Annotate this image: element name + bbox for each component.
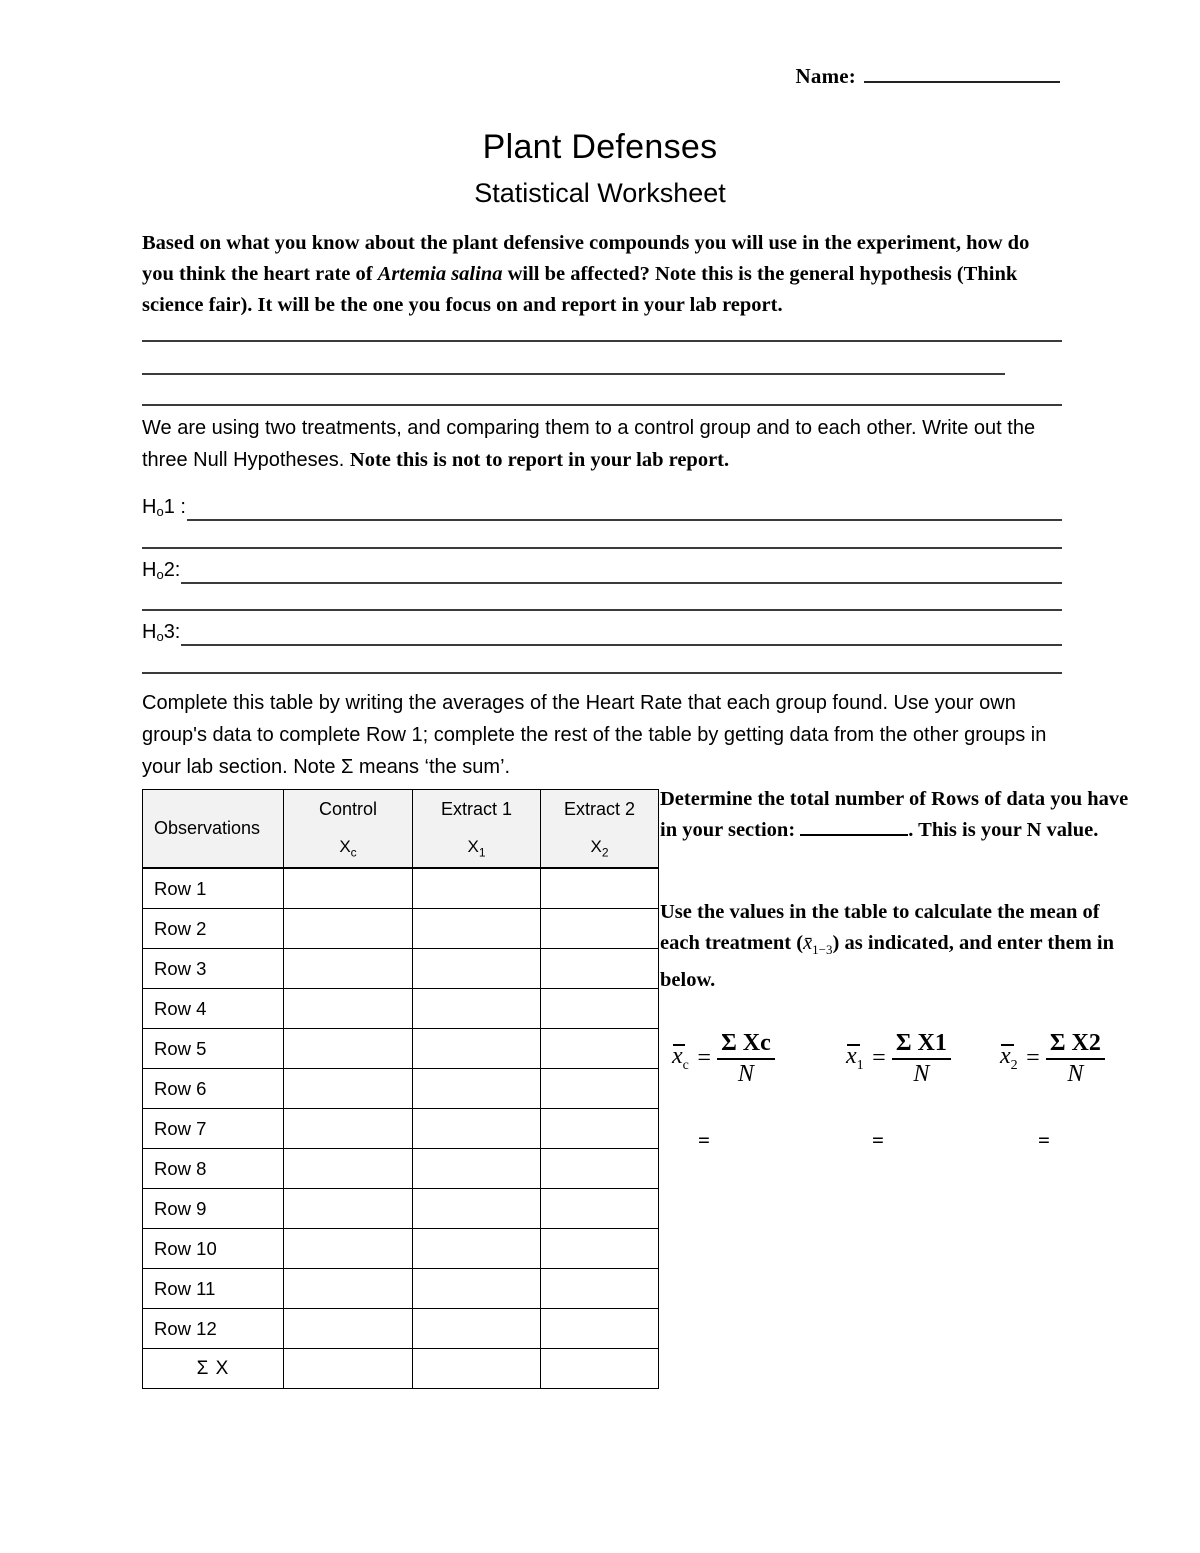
mean-xbar-symbol: $x̄_{1-3}$ (803, 932, 833, 958)
hypothesis-blank-2[interactable] (181, 562, 1062, 584)
formula-3-numerator: Σ X2 (1049, 1030, 1101, 1056)
hypothesis-label-2: $H_o2$: (142, 559, 181, 582)
formula-2-equals: = (870, 1045, 887, 1072)
name-label: Name: (795, 64, 856, 88)
cell-extract-2[interactable] (541, 1309, 659, 1349)
cell-extract-2[interactable] (541, 1189, 659, 1229)
cell-extract-2[interactable] (541, 949, 659, 989)
hypothesis-num-2: 2: (163, 559, 181, 581)
symbol-control-sub: c (350, 845, 357, 860)
table-row (143, 989, 659, 1029)
cell-control[interactable] (284, 909, 413, 949)
answer-line-3[interactable] (142, 404, 1062, 406)
hypothesis-sub-2: o (156, 567, 164, 582)
table-header-row (143, 790, 659, 830)
table-row (143, 1149, 659, 1189)
cell-extract-1[interactable] (413, 1069, 541, 1109)
cell-control[interactable] (284, 1309, 413, 1349)
table-row (143, 949, 659, 989)
null-intro-normal: We are using two treatments, and comparing them to a control group and to each other. Write out the three Null Hypotheses. (142, 417, 1036, 471)
null-intro-bold: Note this is not to report in your lab report. (349, 449, 730, 471)
intro-paragraph (142, 228, 1062, 321)
mean-xbar-sub: 1−3 (812, 942, 833, 958)
cell-extract-1[interactable] (413, 868, 541, 909)
cell-control[interactable] (284, 1149, 413, 1189)
cell-control[interactable] (284, 949, 413, 989)
cell-control[interactable] (284, 1029, 413, 1069)
hypothesis-num-1: 1 : (163, 496, 186, 518)
row-label: Row 6 (143, 1069, 284, 1109)
cell-extract-2[interactable] (541, 1149, 659, 1189)
cell-extract-1[interactable] (413, 909, 541, 949)
table-row (143, 1109, 659, 1149)
n-value-text-part1: Determine the total number of Rows of data you have in your section: (660, 788, 1129, 841)
table-row (143, 909, 659, 949)
symbol-control: $X_c$ (284, 829, 413, 868)
formula-3-denominator: N (1046, 1058, 1105, 1088)
cell-extract-2[interactable] (541, 868, 659, 909)
cell-control[interactable] (284, 989, 413, 1029)
row-label: Row 2 (143, 909, 284, 949)
hypothesis-row-1 (142, 495, 1062, 521)
hypothesis-blank-3[interactable] (181, 624, 1062, 646)
n-value-blank[interactable] (800, 820, 908, 836)
row-label: Row 12 (143, 1309, 284, 1349)
cell-extract-1[interactable] (413, 989, 541, 1029)
formula-3-sub: 2 (1010, 1058, 1018, 1074)
cell-control[interactable] (284, 868, 413, 909)
hypothesis-extra-line-2[interactable] (142, 609, 1062, 611)
cell-control[interactable] (284, 1109, 413, 1149)
formula-3-overbar (1001, 1044, 1014, 1046)
answer-line-2[interactable] (142, 373, 1005, 375)
cell-extract-2[interactable] (541, 1109, 659, 1149)
table-row (143, 1229, 659, 1269)
answer-equals-2[interactable]: = (872, 1128, 884, 1152)
cell-extract-2[interactable] (541, 1029, 659, 1069)
hypothesis-num-3: 3: (163, 621, 181, 643)
answer-equals-3[interactable]: = (1038, 1128, 1050, 1152)
hypothesis-sub-1: o (156, 504, 164, 519)
formula-2-var: x (846, 1043, 857, 1070)
cell-extract-1[interactable] (413, 949, 541, 989)
table-row (143, 1029, 659, 1069)
row-label: Row 8 (143, 1149, 284, 1189)
intro-species-italic: Artemia salina (377, 263, 503, 285)
hypothesis-extra-line-3[interactable] (142, 672, 1062, 674)
n-value-instructions (660, 784, 1132, 846)
formula-2-lhs (846, 1043, 866, 1074)
intro-text-part2: will be affected? Note this is the general hypothesis (Think science fair). It will be the one you focus on and report in your lab report. (142, 263, 1018, 316)
table-row (143, 1069, 659, 1109)
table-body (143, 868, 659, 1389)
row-label: Row 4 (143, 989, 284, 1029)
row-label: Row 5 (143, 1029, 284, 1069)
symbol-extract-2-sub: 2 (601, 845, 609, 860)
row-label: Row 9 (143, 1189, 284, 1229)
cell-extract-1[interactable] (413, 1309, 541, 1349)
formula-1-denominator: N (717, 1058, 775, 1088)
answer-line-1[interactable] (142, 340, 1062, 342)
hypothesis-label-3: $H_o3$: (142, 621, 181, 644)
formula-extract1-mean (846, 1030, 951, 1088)
formula-3-var: x (1000, 1043, 1011, 1070)
hypothesis-row-3 (142, 620, 1062, 646)
formula-1-equals: = (695, 1045, 713, 1072)
formula-3-lhs (1000, 1043, 1020, 1074)
cell-control[interactable] (284, 1229, 413, 1269)
cell-extract-1[interactable] (413, 1229, 541, 1269)
table-row (143, 1189, 659, 1229)
header-extract-2: Extract 2 (541, 790, 659, 830)
formula-3-fraction (1046, 1030, 1105, 1088)
null-hypotheses-intro (142, 412, 1062, 476)
formula-2-denominator: N (892, 1058, 951, 1088)
cell-extract-2[interactable] (541, 1269, 659, 1309)
symbol-extract-1-sub: 1 (478, 845, 486, 860)
formula-2-overbar (847, 1044, 860, 1046)
cell-extract-1[interactable] (413, 1149, 541, 1189)
name-field-row (796, 64, 1060, 89)
sum-cell-control[interactable] (284, 1349, 413, 1389)
sum-cell-extract-2[interactable] (541, 1349, 659, 1389)
cell-extract-1[interactable] (413, 1189, 541, 1229)
row-label: Row 1 (143, 868, 284, 909)
formula-2-fraction (892, 1030, 951, 1088)
cell-extract-2[interactable] (541, 909, 659, 949)
table-sum-row (143, 1349, 659, 1389)
table-row (143, 1309, 659, 1349)
formula-1-var: x (672, 1043, 683, 1070)
formula-1-overbar (673, 1044, 685, 1046)
row-label: Row 7 (143, 1109, 284, 1149)
table-row (143, 868, 659, 909)
cell-extract-2[interactable] (541, 989, 659, 1029)
cell-extract-1[interactable] (413, 1029, 541, 1069)
hypothesis-sub-3: o (156, 629, 164, 644)
row-label: Row 10 (143, 1229, 284, 1269)
symbol-extract-2: $X_2$ (541, 829, 659, 868)
hypothesis-row-2 (142, 558, 1062, 584)
formula-2-numerator: Σ X1 (895, 1030, 947, 1056)
table-row (143, 1269, 659, 1309)
observations-table (142, 789, 659, 1389)
hypothesis-label-1: $H_o1$ : (142, 496, 186, 519)
formula-2-sub: 1 (856, 1058, 864, 1074)
formula-extract2-mean (1000, 1030, 1105, 1088)
mean-text-part2: ) as indicated, and enter them in below. (660, 932, 1115, 992)
header-observations: Observations (143, 790, 284, 869)
cell-extract-2[interactable] (541, 1069, 659, 1109)
cell-extract-1[interactable] (413, 1269, 541, 1309)
hypothesis-extra-line-1[interactable] (142, 547, 1062, 549)
cell-control[interactable] (284, 1189, 413, 1229)
mean-instructions (660, 897, 1132, 996)
mean-text-part1: Use the values in the table to calculate the mean of each treatment ( (660, 901, 1100, 954)
cell-extract-1[interactable] (413, 1109, 541, 1149)
cell-extract-2[interactable] (541, 1229, 659, 1269)
intro-text-part1: Based on what you know about the plant defensive compounds you will use in the experiment, how do you think the heart rate of (142, 232, 1030, 285)
table-instructions: Complete this table by writing the averages of the Heart Rate that each group found. Use your own group's data to complete Row 1; complete the rest of the table by getting data from the other groups in your lab section. Note Σ means ‘the sum’. (142, 692, 1047, 778)
n-value-text-part2: . This is your N value. (908, 819, 1099, 841)
row-label: Row 11 (143, 1269, 284, 1309)
sum-cell-extract-1[interactable] (413, 1349, 541, 1389)
header-extract-1: Extract 1 (413, 790, 541, 830)
cell-control[interactable] (284, 1069, 413, 1109)
hypothesis-blank-1[interactable] (187, 499, 1062, 521)
formula-1-fraction (717, 1030, 775, 1088)
formula-1-lhs (672, 1043, 691, 1074)
header-control: Control (284, 790, 413, 830)
sum-row-label: Σ X (143, 1349, 284, 1389)
symbol-extract-1: $X_1$ (413, 829, 541, 868)
formula-3-equals: = (1024, 1045, 1041, 1072)
formula-1-sub: c (682, 1058, 689, 1074)
page-subtitle: Statistical Worksheet (474, 178, 726, 208)
formula-control-mean (672, 1030, 775, 1088)
name-blank-line[interactable] (864, 66, 1060, 83)
cell-control[interactable] (284, 1269, 413, 1309)
formula-1-numerator: Σ Xc (721, 1030, 771, 1056)
row-label: Row 3 (143, 949, 284, 989)
page-title: Plant Defenses (482, 128, 718, 166)
answer-equals-1[interactable]: = (698, 1128, 710, 1152)
